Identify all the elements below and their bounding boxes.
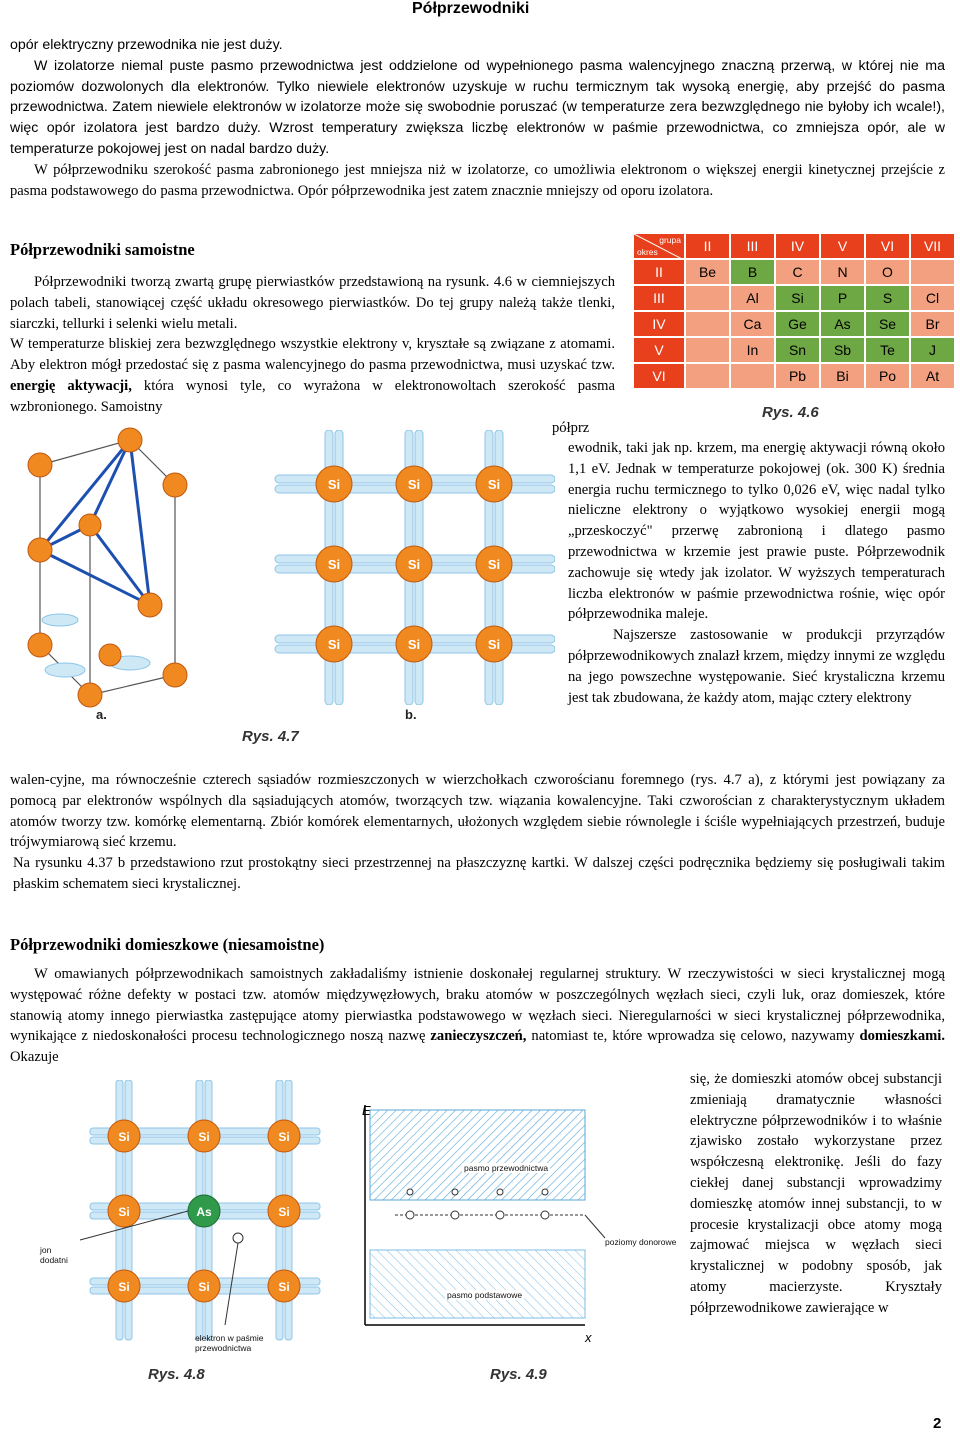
right-column-paragraph-1: ewodnik, taki jak np. krzem, ma energię aktywacji równą około 1,1 eV. Jednak w temperaturze pokojowej (ok. 300 K) średnia energia ruchu termicznego to tylko 0,026 eV, więc nadal tylko nieliczne elektrony o wyjątkowo wysokiej energii mogą „przeskoczyć" przerwę zabronioną i dlatego pasmo przewodnictwa w krzemie jest prawie puste. Półprzewodnik zachowuje się wtedy jak izolator. W wyższych temperaturach liczba elektronów w paśmie przewodnictwa rośnie, więc opór półprzewodnika maleje. [568,440,945,623]
element-cell: At [910,363,955,389]
band-bottom-label: pasmo podstawowe [447,1290,523,1300]
element-cell: S [865,285,910,311]
figure-caption-4-9: Rys. 4.9 [490,1366,547,1383]
s2-mid: natomiast te, które wprowadza się celowo, nazywamy [531,1028,855,1045]
period-header: III [633,285,685,311]
band-top-label: pasmo przewodnictwa [464,1163,549,1173]
section2-right-text: się, że domieszki atomów obcej substancji zmieniają dramatycznie własności elektryczne półprzewodników i to właśnie zjawisko zostało wykorzystane przez współczesną elektronikę. Jeśli do fazy ciekłej danej substancji wprowadzimy domieszkę atomów innej substancji, to w procesie krystalizacji obce atomy mogą zajmować miejsca w węzłach sieci krystalicznej w podobny sposób, jak atomy macierzyste. Kryształy półprzewodnikowe zawierające w [690,1071,942,1316]
atom-label: Si [327,557,341,572]
figure-label-a: a. [96,707,107,722]
silicon-flat-lattice-figure [255,430,555,705]
periodic-table [632,232,956,390]
doped-lattice-figure [20,1080,350,1390]
section2-right-column [690,1069,942,1319]
section1-left [10,272,615,418]
full-width-paragraph-2: Na rysunku 4.37 b przedstawiono rzut prostokątny sieci przestrzennej na płaszczyznę kartki. W dalszej części podręcznika będziemy się posługiwali takim płaskim schematem sieci krystalicznej. [13,855,945,892]
element-cell: In [730,337,775,363]
right-column-paragraph-2: Najszersze zastosowanie w produkcji przyrządów półprzewodnikowych znalazł krzem, między innymi ze względu na jego powszechne występowanie. Sieć krystaliczna krzemu jest tak zbudowana, że każdy atom, mając cztery elektrony [568,627,945,706]
element-cell: Ca [730,311,775,337]
donor-levels-label: poziomy donorowe [605,1237,677,1247]
atom-label: Si [407,557,421,572]
element-cell: J [910,337,955,363]
atom-label: Si [278,1205,290,1219]
atom-label: Si [278,1130,290,1144]
atom-label: Si [198,1280,210,1294]
page-number: 2 [933,1415,942,1432]
periodic-table-grid [632,232,956,390]
element-cell: Al [730,285,775,311]
element-cell: Sn [775,337,820,363]
element-cell [685,311,730,337]
element-cell: Te [865,337,910,363]
section2-paragraph [10,964,945,1068]
group-header: III [730,233,775,259]
element-cell: P [820,285,865,311]
element-cell: C [775,259,820,285]
element-cell: Br [910,311,955,337]
element-cell: As [820,311,865,337]
group-header: VI [865,233,910,259]
s2-pre: W omawianych półprzewodnikach samoistnych zakładaliśmy istnienie doskonałej regularnej struktury. W rzeczywistości w sieci krystalicznej mogą występować różne defekty w postaci tzw. atomów międzywęzłowych, braku atomów w poszczególnych węzłach sieci, czyli luk, oraz domieszek, które stanowią atomy innego pierwiastka zastępujące atomy pierwiastka podstawowego w węzłach sieci. Nieregularności w sieci krystalicznej półprzewodnika, wynikające z niedoskonałości procesu technologicznego noszą nazwę [10,966,945,1045]
intro-paragraph-1: W izolatorze niemal puste pasmo przewodnictwa jest oddzielone od wypełnionego pasma walencyjnego znaczną przerwą, w której nie ma poziomów dozwolonych dla elektronów. Tylko niewiele elektronów uzyskuje w ruchu termicznym tak wysoką energię, aby przejść do pasma przewodnictwa. Zatem niewiele elektronów w izolatorze może się swobodnie poruszać (w temperaturze zera bezwzględnego nie byłoby ich wcale!), więc opór izolatora jest bardzo duży. Wzrost temperatury zwiększa liczbę elektronów w paśmie przewodnictwa, co zmniejsza opór, ale w temperaturze pokojowej jest on nadal bardzo duży. [10,57,945,157]
term-zanieczyszczen: zanieczyszczeń, [430,1028,527,1045]
atom-label: Si [278,1280,290,1294]
intro-block [10,35,945,201]
atom-label: Si [118,1130,130,1144]
element-cell: Be [685,259,730,285]
axis-y-label: E [362,1103,371,1118]
element-cell: N [820,259,865,285]
element-cell: Sb [820,337,865,363]
word-fragment: półprz [552,420,590,436]
element-cell: Po [865,363,910,389]
element-cell: Pb [775,363,820,389]
intro-line: opór elektryczny przewodnika nie jest duży. [10,37,283,53]
band-diagram-figure [355,1100,685,1350]
element-cell: B [730,259,775,285]
element-cell: Cl [910,285,955,311]
section2-paragraph-1 [10,964,945,1068]
figure-caption-4-6: Rys. 4.6 [762,404,819,421]
element-cell [730,363,775,389]
atom-label: Si [118,1280,130,1294]
figure-label-b: b. [405,707,417,722]
section-heading-samoistne: Półprzewodniki samoistne [10,240,195,259]
term-energia-aktywacji: energię aktywacji, [10,377,132,394]
full-width-paragraph-1: walen-cyjne, ma równocześnie czterech sąsiadów rozmieszczonych w wierzchołkach czworościanu foremnego (rys. 4.7 a), z którymi jest powiązany za pomocą par elektronów wspólnych dla sąsiadujących atomów, tworzących tzw. wiązania kowalencyjne. Taki czworościan z charakterystycznym układem atomów tworzy tzw. komórkę elementarną. Zbiór komórek elementarnych, ułożonych względem siebie równolegle i ściśle wypełniających przestrzeń, buduje trójwymiarową sieć krzemu. [10,772,945,851]
period-header: V [633,337,685,363]
corner-grupa: grupa [659,235,681,245]
section1-right-column [568,438,945,708]
atom-label: Si [407,477,421,492]
section1-paragraph-a: Półprzewodniki tworzą zwartą grupę pierwiastków przedstawioną na rysunk. 4.6 w ciemniejszych polach tabeli, stanowiącej część układu okresowego pierwiastków. Do tej grupy należą także tlenki, siarczki, tellurki i selenki wielu metali. [10,274,615,332]
figure-caption-4-8: Rys. 4.8 [148,1366,205,1383]
element-cell [910,259,955,285]
element-cell: Ge [775,311,820,337]
section-heading-domieszkowe: Półprzewodniki domieszkowe (niesamoistne) [10,935,325,954]
group-header: VII [910,233,955,259]
atom-label: Si [487,557,501,572]
dopant-label: As [196,1205,212,1219]
period-header: IV [633,311,685,337]
atom-label: Si [327,637,341,652]
element-cell [685,337,730,363]
section1-paragraph-b [10,334,615,417]
atom-label: Si [327,477,341,492]
table-corner [633,233,685,259]
atom-label: Si [198,1130,210,1144]
group-header: V [820,233,865,259]
element-cell: O [865,259,910,285]
axis-x-label: x [585,1330,592,1345]
page-title: Półprzewodniki [412,0,530,17]
element-cell: Bi [820,363,865,389]
atom-label: Si [487,637,501,652]
atom-label: Si [487,477,501,492]
section1-full-width [10,770,945,895]
element-cell: Si [775,285,820,311]
atom-label: Si [118,1205,130,1219]
atom-label: Si [407,637,421,652]
electron-label: elektron w paśmie przewodnictwa [195,1333,264,1353]
element-cell [685,363,730,389]
element-cell [685,285,730,311]
group-header: IV [775,233,820,259]
s2-post: Okazuje [10,1049,59,1066]
corner-okres: okres [637,247,658,257]
period-header: VI [633,363,685,389]
period-header: II [633,259,685,285]
figure-caption-4-7: Rys. 4.7 [242,728,299,745]
p1b-post: która wynosi tyle, co wyrażona w elektronowoltach szerokość pasma wzbronionego. Samoistny [10,377,615,415]
intro-paragraph-2: W półprzewodniku szerokość pasma zabronionego jest mniejsza niż w izolatorze, co umożliwia elektronom o większej energii kinetycznej przejście z pasma podstawowego do pasma przewodnictwa. Opór półprzewodnika jest zatem znacznie mniejszy od oporu izolatora. [10,161,945,199]
silicon-unit-cell-figure [10,425,190,715]
group-header: II [685,233,730,259]
element-cell: Se [865,311,910,337]
p1b-pre: W temperaturze bliskiej zera bezwzględnego wszystkie elektrony v, kryształe są związane z atomami. Aby elektron mógł przedostać się z pasma walencyjnego do pasma przewodnictwa, musi uzyskać tzw. [10,336,615,374]
ion-label: jon dodatni [40,1245,68,1265]
term-domieszki: domieszkami. [859,1028,945,1045]
